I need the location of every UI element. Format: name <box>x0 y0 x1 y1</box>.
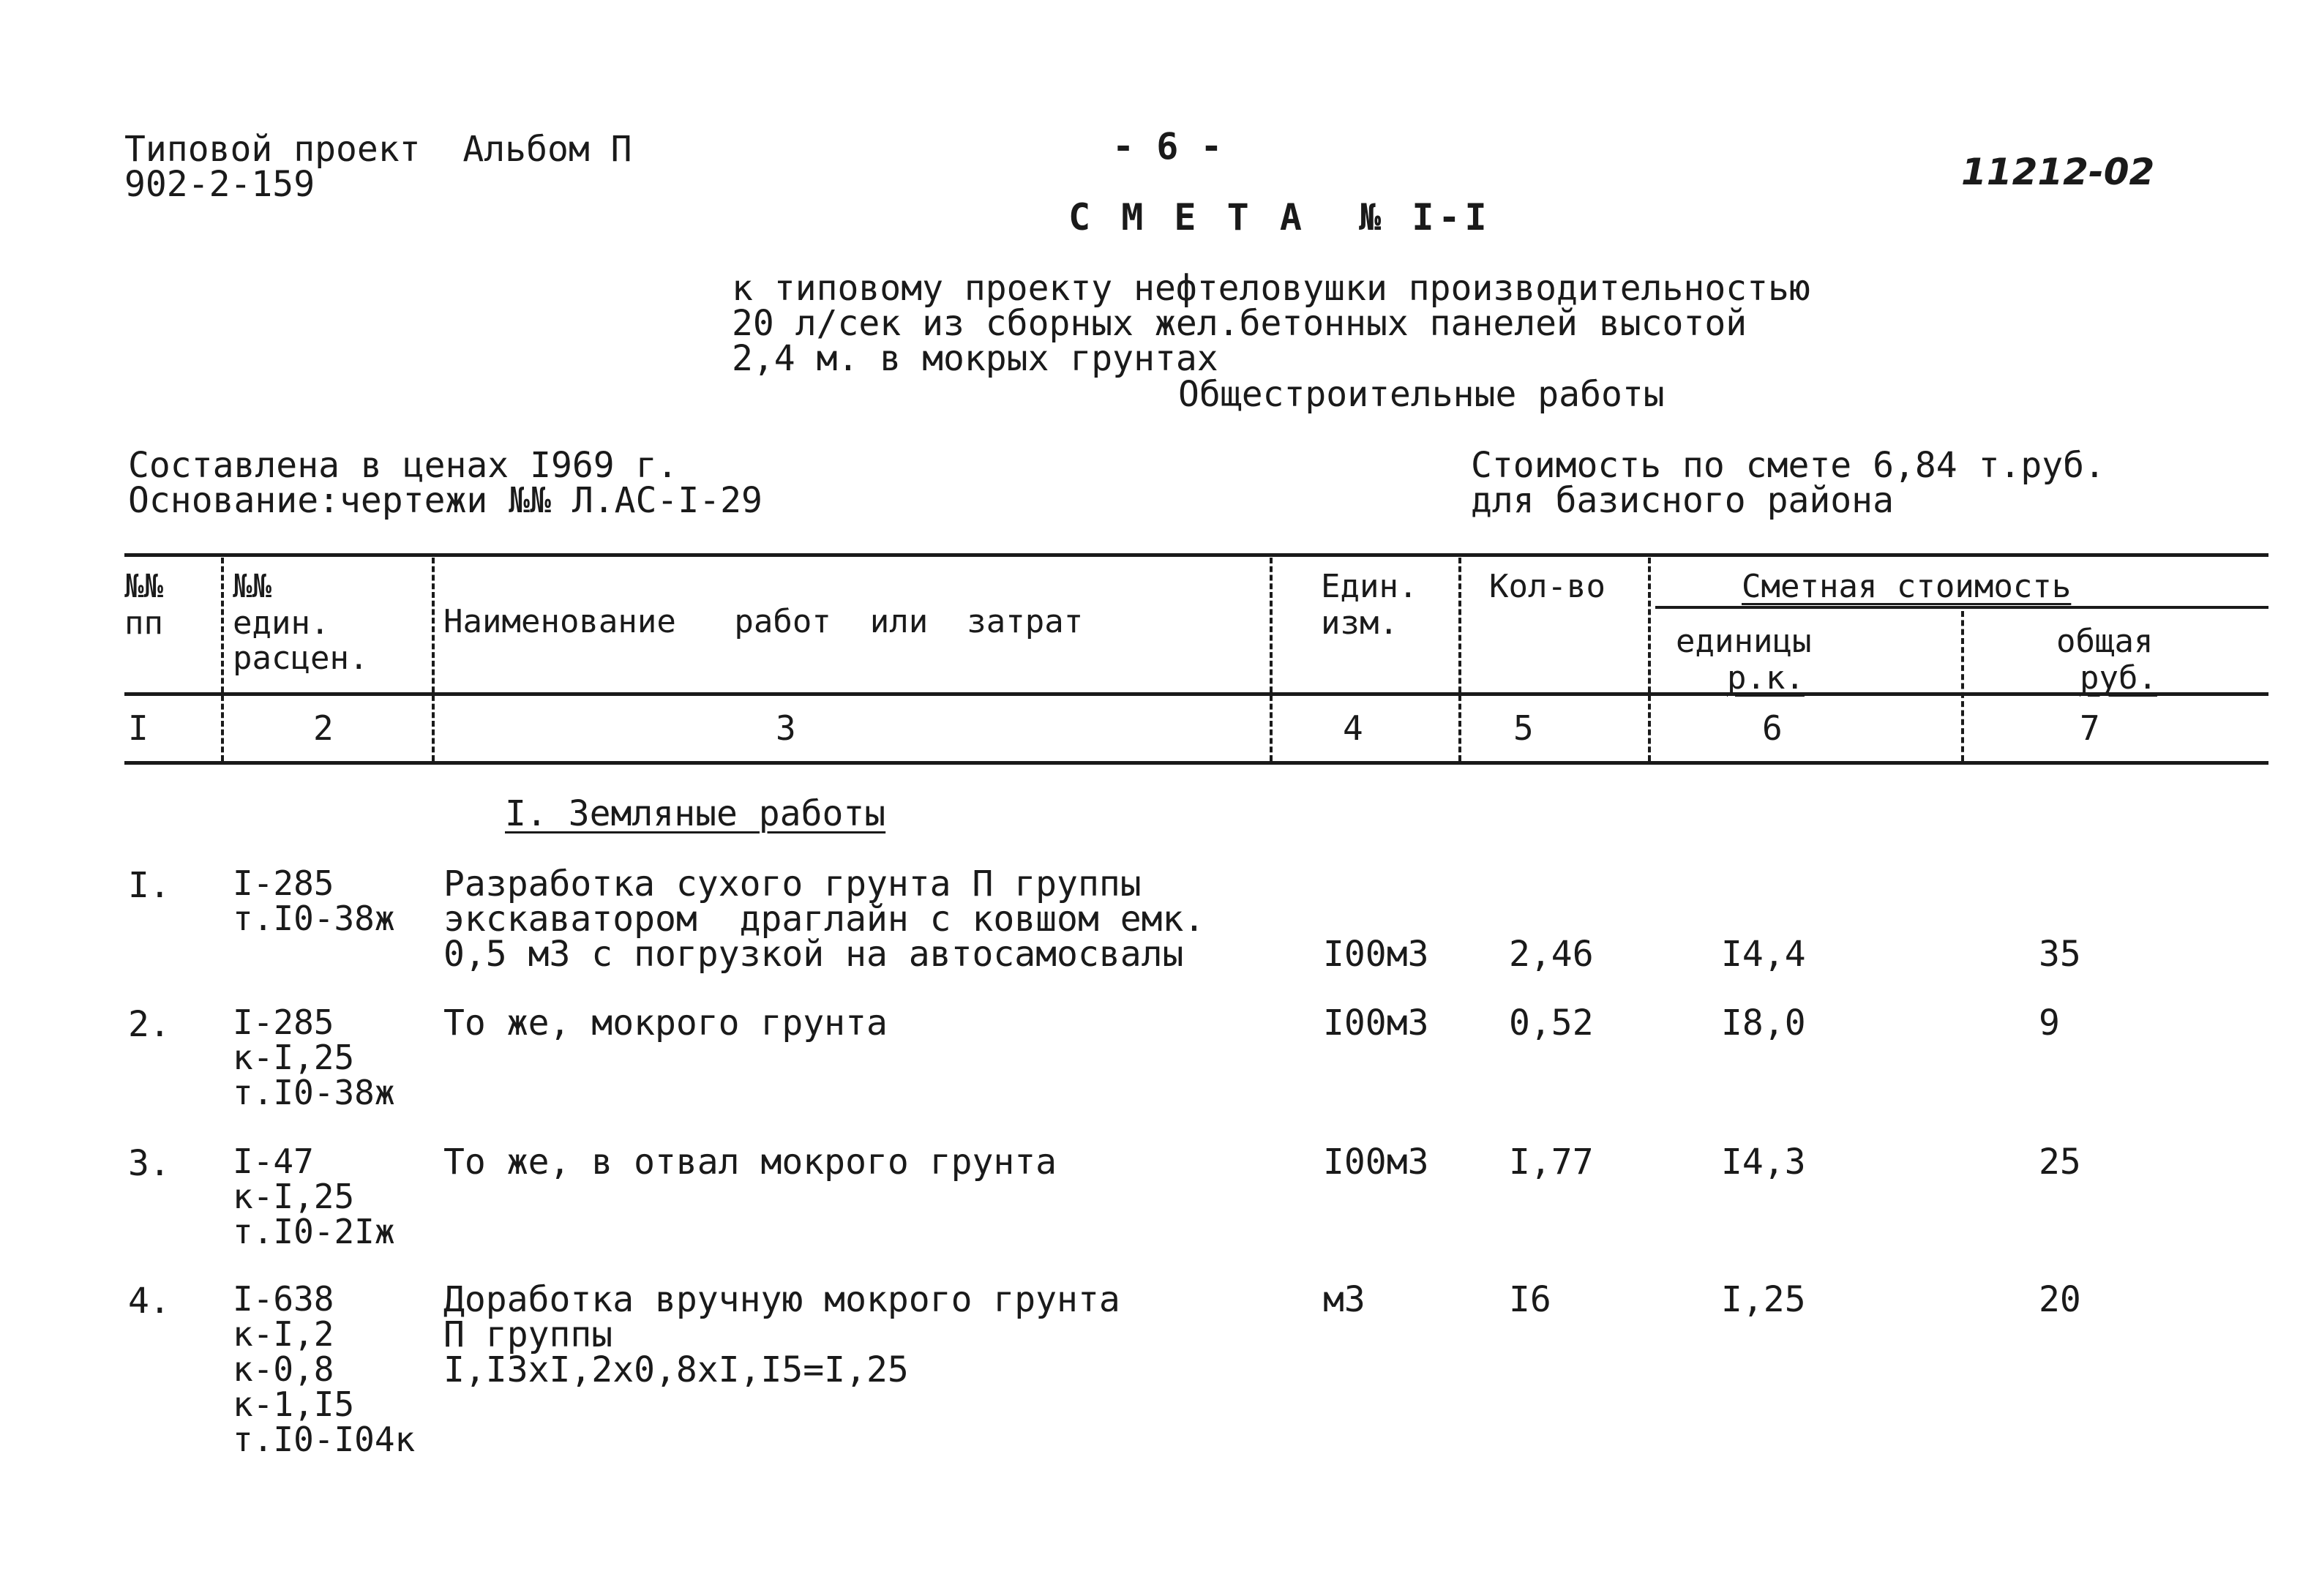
rate-code: I-285 <box>233 1003 334 1042</box>
section-title: I. Земляные работы <box>505 793 886 834</box>
work-description: Доработка вручную мокрого грунта <box>443 1279 1120 1320</box>
col-divider-4 <box>1458 558 1461 761</box>
work-description: экскаватором драглайн с ковшом емк. <box>443 899 1205 940</box>
rate-code: т.I0-2Iж <box>233 1212 395 1251</box>
col2-header-l1: №№ <box>233 568 271 605</box>
col7-header-l2: руб. <box>2080 659 2157 697</box>
col4-header-l2: изм. <box>1321 604 1398 642</box>
work-description: I,I3xI,2x0,8xI,I5=I,25 <box>443 1349 909 1390</box>
quantity: 2,46 <box>1509 934 1594 975</box>
total-cost: 25 <box>2039 1142 2081 1183</box>
col-number-7: 7 <box>2080 708 2100 748</box>
col-number-2: 2 <box>313 708 334 748</box>
project-line1: Типовой проект Альбом П <box>124 129 632 170</box>
prices-year: Составлена в ценах I969 г. <box>128 445 678 486</box>
unit-price: I4,3 <box>1721 1142 1806 1183</box>
total-cost: 9 <box>2039 1003 2060 1044</box>
quantity: 0,52 <box>1509 1003 1594 1044</box>
rate-code: I-285 <box>233 863 334 903</box>
rate-code: к-I,25 <box>233 1177 355 1216</box>
work-description: То же, мокрого грунта <box>443 1003 888 1044</box>
basis: Основание:чертежи №№ Л.АС-I-29 <box>128 480 763 521</box>
col6-header-l2: р.к. <box>1727 659 1805 697</box>
quantity: I6 <box>1509 1279 1551 1320</box>
quantity: I,77 <box>1509 1142 1594 1183</box>
col6-header-l1: единицы <box>1676 623 1812 660</box>
table-top-rule <box>124 553 2268 557</box>
rate-code: т.I0-38ж <box>233 899 395 938</box>
column-numbers-rule <box>124 761 2268 765</box>
rate-code: I-638 <box>233 1279 334 1319</box>
estimate-cost: Стоимость по смете 6,84 т.руб. <box>1471 445 2105 486</box>
total-cost: 20 <box>2039 1279 2081 1320</box>
col2-header-l3: расцен. <box>233 640 369 677</box>
col4-header-l1: Един. <box>1321 568 1418 605</box>
col-divider-3 <box>1270 558 1273 761</box>
rate-code: к-I,25 <box>233 1038 355 1077</box>
row-number: 2. <box>128 1004 171 1045</box>
unit-price: I4,4 <box>1721 934 1806 975</box>
row-number: 3. <box>128 1143 171 1184</box>
unit: I00м3 <box>1323 1142 1429 1183</box>
col-divider-6 <box>1961 611 1964 761</box>
row-number: 4. <box>128 1281 171 1322</box>
rate-code: к-I,2 <box>233 1314 334 1354</box>
work-description: Разработка сухого грунта П группы <box>443 863 1142 904</box>
col-number-6: 6 <box>1762 708 1783 748</box>
work-type: Общестроительные работы <box>1178 374 1665 415</box>
col2-header-l2: един. <box>233 604 330 642</box>
col5-header: Кол-во <box>1489 568 1606 605</box>
col3-header: Наименование работ или затрат <box>443 603 1084 640</box>
page-number: - 6 - <box>1112 125 1223 168</box>
subtitle-line2: 20 л/сек из сборных жел.бетонных панелей высотой <box>732 303 1747 344</box>
rate-code: т.I0-I04к <box>233 1420 416 1459</box>
col-number-3: 3 <box>776 708 796 748</box>
subtitle-line3: 2,4 м. в мокрых грунтах <box>732 338 1218 379</box>
cost-group-header: Сметная стоимость <box>1742 568 2072 605</box>
col-number-4: 4 <box>1343 708 1363 748</box>
rate-code: I-47 <box>233 1142 314 1181</box>
col-number-5: 5 <box>1513 708 1534 748</box>
col-divider-1 <box>221 558 224 761</box>
rate-code: к-0,8 <box>233 1349 334 1389</box>
work-description: То же, в отвал мокрого грунта <box>443 1142 1057 1183</box>
col-divider-5 <box>1648 558 1651 761</box>
document-number: 11212-02 <box>1961 151 2155 193</box>
col1-header-l1: №№ <box>124 568 163 605</box>
work-description: 0,5 м3 с погрузкой на автосамосвалы <box>443 934 1184 975</box>
col1-header-l2: пп <box>124 604 163 642</box>
unit: I00м3 <box>1323 934 1429 975</box>
col7-header-l1: общая <box>2056 623 2154 660</box>
work-description: П группы <box>443 1314 613 1355</box>
cost-group-rule <box>1655 606 2268 609</box>
header-bottom-rule <box>124 692 2268 696</box>
subtitle-line1: к типовому проекту нефтеловушки производительностью <box>732 268 1810 309</box>
total-cost: 35 <box>2039 934 2081 975</box>
project-line2: 902-2-159 <box>124 164 315 205</box>
rate-code: к-1,I5 <box>233 1385 355 1424</box>
rate-code: т.I0-38ж <box>233 1073 395 1112</box>
unit-price: I,25 <box>1721 1279 1806 1320</box>
unit: м3 <box>1323 1279 1365 1320</box>
base-region: для базисного района <box>1471 480 1894 521</box>
col-number-1: I <box>128 708 149 748</box>
unit-price: I8,0 <box>1721 1003 1806 1044</box>
col-divider-2 <box>432 558 435 761</box>
estimate-title: С М Е Т А № I-I <box>1068 196 1491 239</box>
row-number: I. <box>128 865 171 906</box>
unit: I00м3 <box>1323 1003 1429 1044</box>
